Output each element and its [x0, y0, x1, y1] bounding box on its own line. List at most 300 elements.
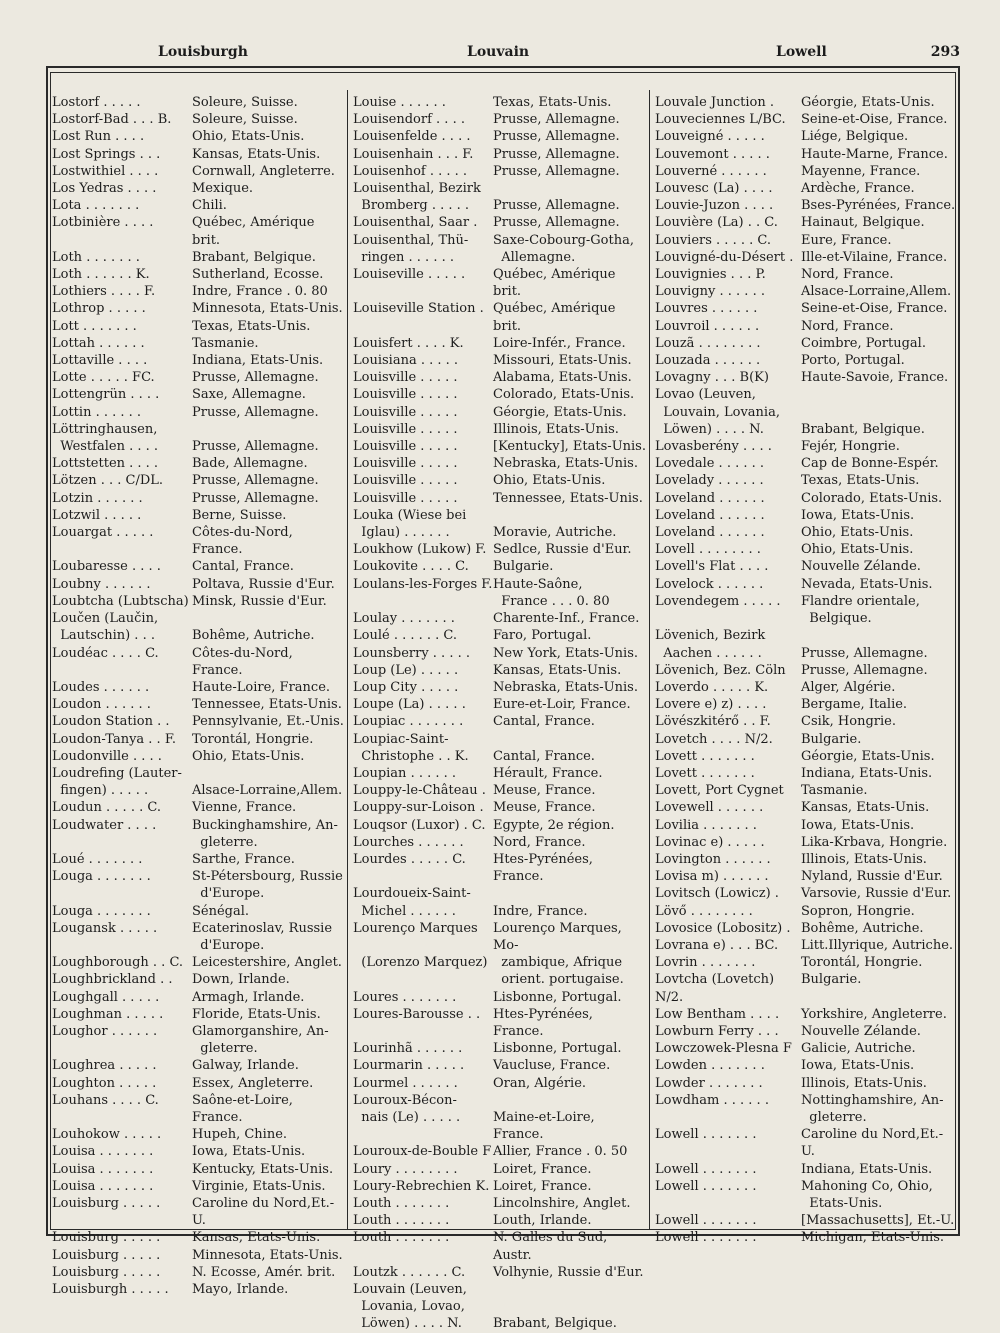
place-name: Lottah . . . . . .	[52, 335, 145, 351]
gazetteer-entry	[655, 455, 957, 472]
place-location: Prusse, Allemagne.	[192, 490, 319, 506]
place-location: Bulgarie.	[493, 559, 554, 575]
place-location: Egypte, 2e région.	[493, 817, 615, 833]
place-name: Loulé . . . . . . C.	[353, 628, 458, 644]
place-location: Ohio, Etats-Unis.	[493, 473, 606, 489]
place-location: Sopron, Hongrie.	[801, 903, 915, 919]
place-location: Nevada, Etats-Unis.	[801, 576, 933, 592]
gazetteer-entry	[52, 748, 346, 765]
gazetteer-entry	[52, 1247, 346, 1264]
place-location: Illinois, Etats-Unis.	[801, 851, 927, 867]
place-location: d'Europe.	[192, 886, 265, 902]
place-name	[52, 937, 192, 954]
place-location: Illinois, Etats-Unis.	[493, 421, 619, 437]
place-name: Louvigné-du-Désert .	[655, 249, 794, 265]
place-name: Christophe . . K.	[353, 748, 469, 764]
place-location: Bohême, Autriche.	[801, 920, 924, 936]
gazetteer-entry	[655, 920, 957, 937]
place-name: Louisville . . . . .	[353, 404, 458, 420]
gazetteer-entry	[52, 163, 346, 180]
place-location	[493, 180, 647, 197]
place-name: Lowdham . . . . . .	[655, 1092, 769, 1108]
place-name: Loukhow (Lukow) F.	[353, 542, 487, 558]
place-name: Louroux-Bécon-	[353, 1092, 457, 1108]
place-name: Louvale Junction .	[655, 95, 774, 110]
place-location: [Massachusetts], Et.-U.	[801, 1213, 955, 1229]
place-location: Alger, Algérie.	[801, 679, 896, 695]
place-name: Louisenthal, Saar .	[353, 215, 478, 231]
gazetteer-entry	[353, 765, 647, 782]
gazetteer-entry	[655, 1040, 957, 1057]
gazetteer-entry	[655, 541, 957, 558]
gazetteer-entry	[52, 335, 346, 352]
place-location: Haute-Savoie, France.	[801, 370, 949, 386]
place-name: (Lorenzo Marquez)	[353, 955, 488, 971]
gazetteer-entry	[353, 335, 647, 352]
place-name: Lövészkitérő . . F.	[655, 714, 771, 730]
place-location: Prusse, Allemagne.	[192, 473, 319, 489]
place-location: Bade, Allemagne.	[192, 456, 308, 472]
gazetteer-entry	[655, 558, 957, 575]
gazetteer-entry	[353, 300, 647, 334]
place-name: Louise . . . . . .	[353, 95, 446, 110]
place-location	[493, 731, 647, 748]
place-location: Kansas, Etats-Unis.	[801, 800, 930, 816]
place-name: Lövenich, Bezirk	[655, 628, 766, 644]
place-name: Los Yedras . . . .	[52, 181, 157, 197]
place-name: Lovinac e) . . . . .	[655, 834, 765, 850]
place-location: Bulgarie.	[801, 972, 862, 988]
place-name: Lovedale . . . . . .	[655, 456, 765, 472]
place-location: Sedlce, Russie d'Eur.	[493, 542, 632, 558]
place-name: Loukovite . . . . C.	[353, 559, 469, 575]
place-location: Québec, Amérique brit.	[493, 301, 620, 334]
gazetteer-entry	[52, 1195, 346, 1229]
place-location: Ohio, Etats-Unis.	[801, 525, 914, 541]
place-location: Michigan, Etats-Unis.	[801, 1230, 945, 1246]
gazetteer-entry	[655, 163, 957, 180]
place-name: Louisville . . . . .	[353, 490, 458, 506]
gazetteer-entry	[52, 1006, 346, 1023]
place-location: Cantal, France.	[192, 559, 294, 575]
place-location: Louth, Irlande.	[493, 1213, 592, 1229]
gazetteer-entry	[655, 1057, 957, 1074]
place-name: Lowell . . . . . . .	[655, 1161, 757, 1177]
place-location: Géorgie, Etats-Unis.	[801, 95, 935, 110]
gazetteer-entry	[655, 903, 957, 920]
place-location: Indre, France.	[493, 903, 588, 919]
place-name: Lovett . . . . . . .	[655, 765, 755, 781]
gazetteer-entry	[353, 627, 647, 644]
place-name: Loubtcha (Lubtscha)	[52, 593, 189, 609]
place-name: Loudéac . . . . C.	[52, 645, 159, 661]
place-location: Mexique.	[192, 181, 254, 197]
gazetteer-entry	[353, 146, 647, 163]
place-name: Louverné . . . . . .	[655, 163, 767, 179]
place-location: Lisbonne, Portugal.	[493, 1041, 622, 1057]
place-name: Lövő . . . . . . . .	[655, 903, 753, 919]
gazetteer-entry	[52, 507, 346, 524]
gazetteer-entry	[353, 214, 647, 231]
place-location	[801, 404, 957, 421]
place-name: Lovendegem . . . . .	[655, 593, 781, 609]
place-name: Lovisa m) . . . . . .	[655, 869, 769, 885]
gazetteer-entry	[353, 524, 647, 541]
place-name: Loudon . . . . . .	[52, 697, 151, 713]
place-location: Prusse, Allemagne.	[801, 645, 928, 661]
place-name: Lothrop . . . . .	[52, 301, 146, 317]
place-location: Loiret, France.	[493, 1178, 592, 1194]
gazetteer-column-1	[52, 94, 346, 1298]
place-location: Htes-Pyrénées, France.	[493, 851, 598, 885]
place-location: Haute-Loire, France.	[192, 679, 331, 695]
place-location: Bses-Pyrénées, France.	[801, 198, 956, 214]
gazetteer-entry	[353, 541, 647, 558]
place-location: Berne, Suisse.	[192, 507, 287, 523]
place-location: Indre, France . 0. 80	[192, 284, 328, 300]
gazetteer-entry	[655, 300, 957, 317]
gazetteer-entry	[655, 971, 957, 1005]
place-name: Lottin . . . . . .	[52, 404, 142, 420]
gazetteer-entry	[353, 369, 647, 386]
place-location: Québec, Amérique brit.	[192, 215, 319, 248]
place-name: Lourmarin . . . . .	[353, 1058, 465, 1074]
place-location: Prusse, Allemagne.	[192, 439, 319, 455]
place-location: Allemagne.	[493, 249, 576, 265]
place-name: nais (Le) . . . . .	[353, 1109, 461, 1125]
gazetteer-entry	[52, 954, 346, 971]
place-name: ringen . . . . . .	[353, 249, 454, 265]
place-name: Loughbrickland . .	[52, 972, 173, 988]
gazetteer-entry	[52, 610, 346, 627]
place-name: Louisa . . . . . . .	[52, 1161, 154, 1177]
place-name: Loth . . . . . . .	[52, 249, 140, 265]
gazetteer-entry	[655, 1109, 957, 1126]
place-name: Lota . . . . . . .	[52, 198, 140, 214]
column-divider-2	[649, 90, 650, 1230]
place-name: Loury-Rebrechien K.	[353, 1178, 490, 1194]
gazetteer-entry	[52, 920, 346, 937]
place-name: Louth . . . . . . .	[353, 1196, 450, 1211]
place-location: gleterre.	[192, 834, 258, 850]
place-location: Mayenne, France.	[801, 163, 921, 179]
place-location: Kentucky, Etats-Unis.	[192, 1161, 334, 1177]
place-name: Iglau) . . . . . .	[353, 525, 450, 541]
place-location: Sarthe, France.	[192, 851, 295, 867]
gazetteer-entry	[353, 610, 647, 627]
place-name	[52, 834, 192, 851]
gazetteer-entry	[353, 386, 647, 403]
place-name: Loudrefing (Lauter-	[52, 765, 182, 781]
place-location: Alabama, Etats-Unis.	[493, 370, 632, 386]
place-name: Lostorf-Bad . . . B.	[52, 112, 172, 128]
place-name: Lovere e) z) . . . .	[655, 697, 767, 713]
place-name: Louisfert . . . . K.	[353, 335, 464, 351]
gazetteer-entry	[353, 1212, 647, 1229]
place-name: Lowell . . . . . . .	[655, 1230, 757, 1246]
place-name: Louisenfelde . . . .	[353, 129, 471, 145]
place-location: Seine-et-Oise, France.	[801, 112, 948, 128]
place-location: Kansas, Etats-Unis.	[493, 662, 622, 678]
place-location: Eure, France.	[801, 232, 892, 248]
place-location: Bohême, Autriche.	[192, 628, 315, 644]
place-location: Sutherland, Ecosse.	[192, 267, 324, 283]
place-location: Ohio, Etats-Unis.	[192, 129, 305, 145]
gazetteer-entry	[655, 834, 957, 851]
place-location: Géorgie, Etats-Unis.	[493, 404, 627, 420]
place-name: Lowell . . . . . . .	[655, 1178, 757, 1194]
place-name: Lourches . . . . . .	[353, 834, 464, 850]
place-location: New York, Etats-Unis.	[493, 645, 639, 661]
place-name: Louisa . . . . . . .	[52, 1178, 154, 1194]
place-location: Torontál, Hongrie.	[192, 731, 314, 747]
place-location: Illinois, Etats-Unis.	[801, 1075, 927, 1091]
place-name: Michel . . . . . .	[353, 903, 456, 919]
gazetteer-column-2	[353, 94, 647, 1332]
place-location: Allier, France . 0. 50	[493, 1144, 628, 1160]
place-location: Colorado, Etats-Unis.	[493, 387, 635, 403]
gazetteer-entry	[655, 576, 957, 593]
gazetteer-entry	[353, 1229, 647, 1263]
place-name	[655, 610, 801, 627]
place-location	[801, 627, 957, 644]
gazetteer-entry	[655, 214, 957, 231]
place-name: Lotte . . . . . FC.	[52, 370, 155, 386]
place-name: Lovett, Port Cygnet	[655, 783, 784, 799]
gazetteer-entry	[353, 128, 647, 145]
place-name	[655, 1109, 801, 1126]
gazetteer-entry	[52, 903, 346, 920]
gazetteer-entry	[52, 300, 346, 317]
place-name: Lourdoueix-Saint-	[353, 886, 471, 902]
place-name: Aachen . . . . . .	[655, 645, 762, 661]
place-location	[192, 421, 346, 438]
place-location: Vienne, France.	[192, 800, 297, 816]
place-location: Brabant, Belgique.	[801, 421, 925, 437]
gazetteer-entry	[353, 954, 647, 971]
place-location: Kansas, Etats-Unis.	[192, 146, 321, 162]
place-name	[52, 1040, 192, 1057]
place-location: Glamorganshire, An-	[192, 1023, 329, 1039]
place-name: Lost Run . . . .	[52, 129, 145, 145]
gazetteer-entry	[52, 111, 346, 128]
gazetteer-entry	[52, 318, 346, 335]
place-location: Liége, Belgique.	[801, 129, 909, 145]
gazetteer-entry	[353, 782, 647, 799]
gazetteer-entry	[353, 180, 647, 197]
place-name: Lostwithiel . . . .	[52, 163, 159, 179]
place-name: Louiseville . . . . .	[353, 267, 466, 283]
place-location: Pennsylvanie, Et.-Unis.	[192, 714, 344, 730]
place-location	[801, 386, 957, 403]
gazetteer-entry	[655, 421, 957, 438]
place-location: Floride, Etats-Unis.	[192, 1006, 321, 1022]
gazetteer-column-3	[655, 94, 957, 1246]
gazetteer-entry	[52, 885, 346, 902]
place-location: Galicie, Autriche.	[801, 1041, 916, 1057]
place-name: Louisville . . . . .	[353, 473, 458, 489]
place-name: Loupian . . . . . .	[353, 765, 457, 781]
gazetteer-entry	[52, 490, 346, 507]
place-name: Lottengrün . . . .	[52, 387, 160, 403]
place-name: Lourenço Marques	[353, 920, 478, 936]
place-name: Lowden . . . . . . .	[655, 1058, 765, 1074]
place-name: Lourmel . . . . . .	[353, 1075, 458, 1091]
gazetteer-entry	[52, 627, 346, 644]
place-location: Cornwall, Angleterre.	[192, 163, 335, 179]
place-name: Lourdes . . . . . C.	[353, 851, 466, 867]
gazetteer-entry	[353, 232, 647, 249]
place-name: Louvignies . . . P.	[655, 267, 766, 283]
place-location: Chili.	[192, 198, 227, 214]
place-location: gleterre.	[192, 1041, 258, 1057]
place-location: Côtes-du-Nord, France.	[192, 645, 297, 678]
gazetteer-entry	[655, 817, 957, 834]
gazetteer-entry	[353, 1006, 647, 1040]
place-location: Prusse, Allemagne.	[493, 112, 620, 128]
place-name	[353, 593, 493, 610]
place-name: Lovrin . . . . . . .	[655, 955, 756, 971]
gazetteer-entry	[655, 507, 957, 524]
place-name: Louargat . . . . .	[52, 525, 154, 541]
place-name: Louisville . . . . .	[353, 421, 458, 437]
place-name: Lotzwil . . . . .	[52, 507, 142, 523]
place-location: Htes-Pyrénées, France.	[493, 1006, 598, 1039]
place-name: Loudonville . . . .	[52, 748, 162, 764]
gazetteer-entry	[655, 1126, 957, 1160]
place-name: Louisburgh . . . . .	[52, 1282, 169, 1298]
place-location: gleterre.	[801, 1109, 867, 1125]
gazetteer-entry	[655, 731, 957, 748]
place-location: Fejér, Hongrie.	[801, 439, 900, 455]
header-center-word: Louvain	[467, 44, 530, 60]
gazetteer-entry	[52, 558, 346, 575]
place-location: Nord, France.	[801, 318, 894, 334]
place-name: Lowder . . . . . . .	[655, 1075, 763, 1091]
place-name: Louisburg . . . . .	[52, 1264, 161, 1280]
place-name: Loudwater . . . .	[52, 817, 157, 833]
place-location: Bergame, Italie.	[801, 697, 908, 713]
place-name: Lounsberry . . . . .	[353, 645, 470, 661]
place-name: Louiseville Station .	[353, 301, 484, 317]
place-name: Loutzk . . . . . . C.	[353, 1264, 466, 1280]
place-name: Bromberg . . . . .	[353, 198, 470, 214]
place-location: Ardèche, France.	[801, 181, 915, 197]
place-name: Lötzen . . . C/DL.	[52, 473, 164, 489]
place-name: Lost Springs . . .	[52, 146, 161, 162]
place-location: Nord, France.	[801, 267, 894, 283]
place-name: Loulay . . . . . . .	[353, 611, 455, 627]
place-location: Belgique.	[801, 611, 872, 627]
place-location: Torontál, Hongrie.	[801, 955, 923, 971]
place-name: Loudon-Tanya . . F.	[52, 731, 176, 747]
gazetteer-entry	[353, 989, 647, 1006]
place-name: Louisburg . . . . .	[52, 1196, 161, 1211]
place-name: Lovell's Flat . . . .	[655, 559, 769, 575]
place-name: Lövenich, Bez. Cöln	[655, 662, 786, 678]
place-location: Nord, France.	[493, 834, 586, 850]
place-location: Cantal, France.	[493, 714, 595, 730]
place-location: Charente-Inf., France.	[493, 611, 640, 627]
gazetteer-entry	[655, 885, 957, 902]
place-location: Maine-et-Loire, France.	[493, 1109, 599, 1143]
place-location: Prusse, Allemagne.	[493, 163, 620, 179]
gazetteer-entry	[655, 249, 957, 266]
gazetteer-entry	[52, 645, 346, 679]
gazetteer-entry	[655, 1212, 957, 1229]
gazetteer-entry	[353, 163, 647, 180]
place-name: Lowell . . . . . . .	[655, 1213, 757, 1229]
place-name: Löwen) . . . . N.	[353, 1316, 462, 1332]
place-name: Louppy-le-Château .	[353, 783, 486, 799]
place-location: Essex, Angleterre.	[192, 1075, 314, 1091]
gazetteer-entry	[655, 472, 957, 489]
place-name: Loupiac-Saint-	[353, 731, 449, 747]
gazetteer-entry	[52, 128, 346, 145]
place-name: Louveciennes L/BC.	[655, 112, 786, 128]
gazetteer-entry	[655, 679, 957, 696]
place-name: Loupe (La) . . . . .	[353, 697, 466, 713]
gazetteer-entry	[655, 1006, 957, 1023]
gazetteer-entry	[353, 438, 647, 455]
place-location: Lincolnshire, Anglet.	[493, 1196, 631, 1211]
place-name: Loubaresse . . . .	[52, 559, 161, 575]
place-name: Loughman . . . . .	[52, 1006, 164, 1022]
place-location: N. Galles du Sud, Austr.	[493, 1230, 612, 1263]
gazetteer-entry	[52, 868, 346, 885]
place-location: N. Ecosse, Amér. brit.	[192, 1264, 336, 1280]
gazetteer-entry	[353, 1143, 647, 1160]
gazetteer-entry	[353, 971, 647, 988]
place-location: Prusse, Allemagne.	[192, 404, 319, 420]
gazetteer-entry	[353, 472, 647, 489]
place-name	[52, 885, 192, 902]
place-location: Iowa, Etats-Unis.	[801, 817, 915, 833]
place-name: Loughor . . . . . .	[52, 1023, 158, 1039]
place-location: Iowa, Etats-Unis.	[801, 507, 915, 523]
place-name: Louqsor (Luxor) . C.	[353, 817, 486, 833]
place-location: Flandre orientale,	[801, 593, 920, 609]
place-location: Caroline du Nord,Et.-U.	[801, 1127, 944, 1160]
place-location: Virginie, Etats-Unis.	[192, 1178, 326, 1194]
place-name: Lovagny . . . B(K)	[655, 370, 769, 386]
gazetteer-entry	[52, 834, 346, 851]
place-location: Alsace-Lorraine,Allem.	[192, 783, 343, 799]
gazetteer-entry	[353, 266, 647, 300]
gazetteer-entry	[52, 1023, 346, 1040]
place-location: Côtes-du-Nord, France.	[192, 525, 297, 558]
gazetteer-entry	[655, 490, 957, 507]
place-location: Nebraska, Etats-Unis.	[493, 679, 638, 695]
place-location: [Kentucky], Etats-Unis.	[493, 439, 646, 455]
place-location: d'Europe.	[192, 937, 265, 953]
place-location: Prusse, Allemagne.	[493, 198, 620, 214]
place-name: Lovett . . . . . . .	[655, 748, 755, 764]
place-name: Lovetch . . . . N/2.	[655, 731, 773, 747]
gazetteer-entry	[655, 146, 957, 163]
place-name: Louvemont . . . . .	[655, 146, 770, 162]
place-location: Lika-Krbava, Hongrie.	[801, 834, 948, 850]
page-number: 293	[930, 44, 960, 60]
place-name: Louisburg . . . . .	[52, 1247, 161, 1263]
place-name: Louisburg . . . . .	[52, 1230, 161, 1246]
gazetteer-entry	[52, 1057, 346, 1074]
gazetteer-entry	[353, 94, 647, 111]
gazetteer-entry	[353, 593, 647, 610]
place-name: Louhans . . . . C.	[52, 1092, 159, 1108]
place-name: Louzã . . . . . . . .	[655, 335, 761, 351]
place-name: Louisendorf . . . .	[353, 112, 465, 128]
